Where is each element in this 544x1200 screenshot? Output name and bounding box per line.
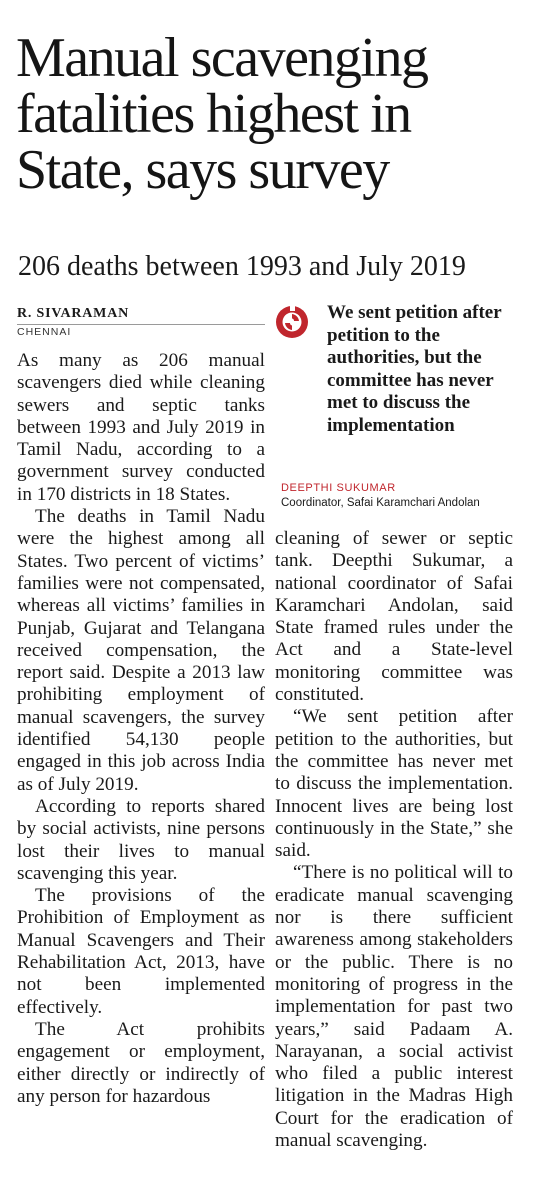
- paragraph: cleaning of sewer or septic tank. Deepthi Sukumar, a national coordinator of Safai Karamchari Andolan, said State framed rules under the Act and a State-level monitoring committee was constituted.: [275, 528, 513, 706]
- quote-mark-icon: [275, 305, 309, 339]
- headline-line-2: fatalities highest in: [16, 83, 411, 145]
- headline-line-3: State, says survey: [16, 139, 389, 201]
- pull-quote-attribution-role: Coordinator, Safai Karamchari Andolan: [281, 497, 480, 509]
- article-column-right: [275, 528, 513, 1152]
- paragraph: The Act prohibits engagement or employment, either directly or indirectly of any person for hazardous: [17, 1018, 265, 1107]
- headline: [16, 27, 536, 201]
- pull-quote-text: We sent petition after petition to the authorities, but the committee has never met to discuss the implementation: [327, 302, 502, 436]
- paragraph: As many as 206 manual scavengers died while cleaning sewers and septic tanks between 1993 and July 2019 in Tamil Nadu, according to a government survey conducted in 170 districts in 18 States.: [17, 350, 265, 505]
- author-name: R. SIVARAMAN: [17, 306, 130, 321]
- headline-line-1: Manual scavenging: [16, 27, 428, 89]
- pull-quote-attribution-name: DEEPTHI SUKUMAR: [281, 482, 396, 494]
- subheadline: 206 deaths between 1993 and July 2019: [18, 251, 466, 282]
- paragraph: The deaths in Tamil Nadu were the highest among all States. Two percent of victims’ families were not compensated, whereas all victims’ families in Punjab, Gujarat and Telangana received compensation, the report said. Despite a 2013 law prohibiting employment of manual scavengers, the survey identified 54,130 people engaged in this job across India as of July 2019.: [17, 506, 265, 795]
- paragraph: The provisions of the Prohibition of Employment as Manual Scavengers and Their Rehabilitation Act, 2013, have not been implemented effectively.: [17, 885, 265, 1018]
- article-column-left: [17, 350, 265, 1108]
- paragraph: “There is no political will to eradicate manual scavenging nor is there sufficient awareness among stakeholders or the public. There is no monitoring of progress in the implementation for past two years,” said Padaam A. Narayanan, a social activist who filed a public interest litigation in the Madras High Court for the eradication of manual scavenging.: [275, 862, 513, 1152]
- dateline: CHENNAI: [17, 326, 72, 338]
- byline-divider: [17, 324, 265, 325]
- byline: [17, 306, 130, 338]
- paragraph: “We sent petition after petition to the authorities, but the committee has never met to discuss the implementation. Innocent lives are being lost continuously in the State,” she said.: [275, 706, 513, 862]
- paragraph: According to reports shared by social activists, nine persons lost their lives to manual scavenging this year.: [17, 795, 265, 884]
